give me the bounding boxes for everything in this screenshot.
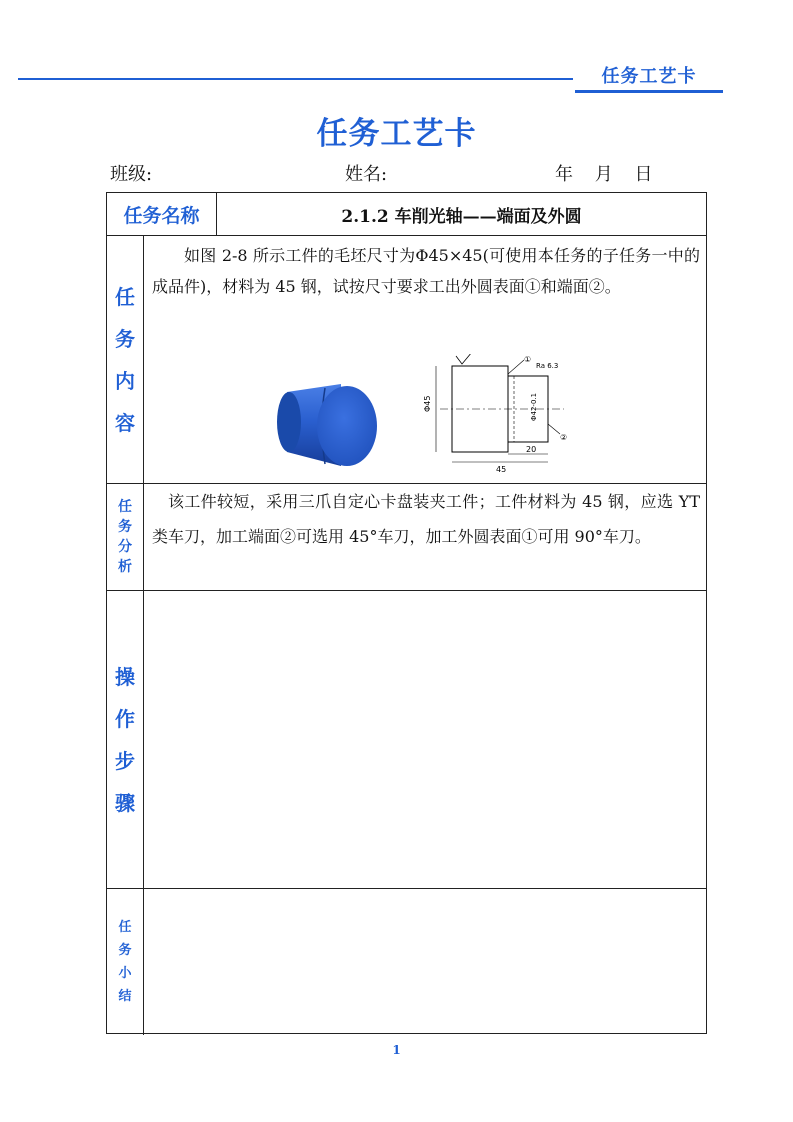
label-char: 务: [118, 519, 132, 535]
label-char: 容: [115, 410, 135, 435]
label-char: 析: [118, 559, 132, 575]
day-label: 日: [634, 164, 653, 185]
task-name-label: 任务名称: [107, 193, 217, 235]
task-name-row: [107, 193, 706, 236]
task-content-text: 如图 2-8 所示工件的毛坯尺寸为Φ45×45(可使用本任务的子任务一中的成品件)，材料为 45 钢，试按尺寸要求工出外圆表面①和端面②。: [152, 246, 700, 296]
label-char: 内: [115, 368, 135, 393]
label-char: 务: [115, 326, 135, 351]
label-char: 步: [115, 748, 135, 773]
task-content-row: [107, 236, 706, 484]
task-name-value: 2.1.2 车削光轴——端面及外圆: [341, 206, 582, 227]
dim-step-diameter: Φ42-0.1: [530, 392, 538, 421]
label-char: 作: [115, 706, 135, 731]
task-summary-label: [107, 889, 144, 1035]
month-label: 月: [594, 164, 613, 185]
header-rule: [18, 78, 573, 80]
task-analysis-text: 该工件较短，采用三爪自定心卡盘装夹工件；工件材料为 45 钢，应选 YT 类车刀，加工端面②可选用 45°车刀，加工外圆表面①可用 90°车刀。: [152, 492, 700, 546]
marker-2-label: ②: [560, 433, 568, 442]
year-label: 年: [555, 164, 573, 185]
task-analysis-row: [107, 484, 706, 591]
task-content-label: [107, 236, 144, 483]
label-char: 操: [115, 664, 135, 689]
class-field-label: 班级:: [110, 164, 153, 185]
name-field-label: 姓名:: [345, 164, 388, 185]
label-char: 小: [118, 966, 132, 981]
marker-1-label: ①: [524, 355, 532, 364]
operation-steps-body[interactable]: [144, 591, 706, 888]
date-field: [555, 160, 652, 186]
roughness-symbol: Ra 6.3: [536, 362, 559, 370]
dim-step-length: 20: [526, 445, 537, 454]
header-tag: 任务工艺卡: [575, 64, 723, 93]
label-char: 务: [118, 943, 132, 958]
dim-length: 45: [496, 465, 507, 474]
task-analysis-label: [107, 484, 144, 590]
dim-total-diameter: Φ45: [423, 395, 432, 412]
label-char: 结: [118, 989, 132, 1004]
task-summary-row: [107, 889, 706, 1035]
label-char: 任: [118, 920, 132, 935]
label-char: 任: [118, 499, 132, 515]
label-char: 任: [115, 284, 135, 309]
operation-steps-row: [107, 591, 706, 889]
operation-steps-label: [107, 591, 144, 888]
task-card-table: [106, 192, 707, 1034]
document-title: 任务工艺卡: [316, 116, 477, 152]
page-number: 1: [392, 1043, 401, 1057]
label-char: 骤: [115, 790, 135, 815]
task-analysis-body: [144, 484, 706, 590]
workpiece-drawing: [414, 354, 584, 476]
task-content-body: [144, 236, 706, 483]
label-char: 分: [118, 539, 132, 555]
task-summary-body[interactable]: [144, 889, 706, 1035]
workpiece-3d-image: [269, 374, 389, 474]
